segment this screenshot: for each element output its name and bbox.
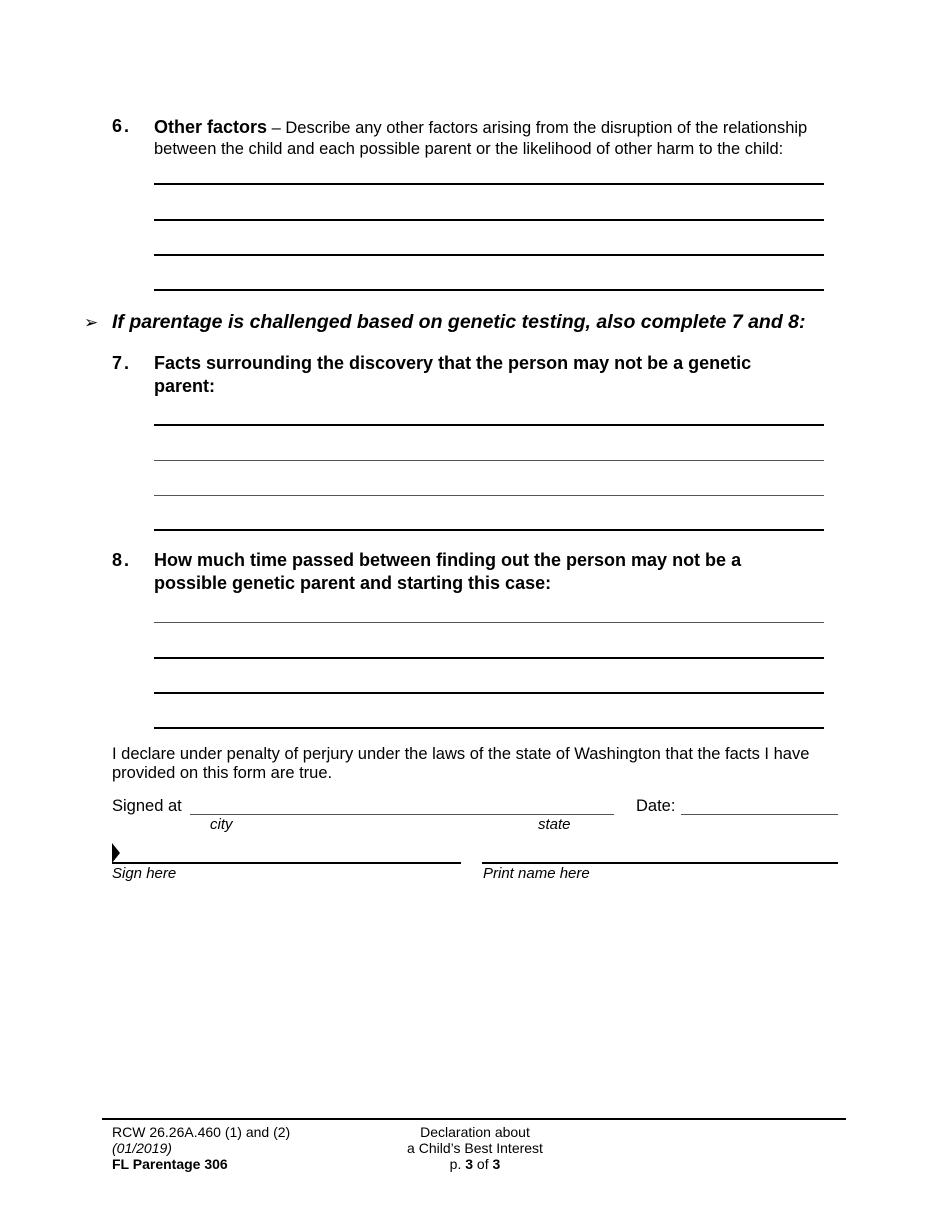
arrow-icon: ➢: [84, 313, 99, 332]
q7-answer-line-3[interactable]: [154, 495, 824, 496]
q6-answer-line-3[interactable]: [154, 254, 824, 256]
q8-answer-line-3[interactable]: [154, 692, 824, 694]
footer-rcw: RCW 26.26A.460 (1) and (2): [112, 1124, 291, 1140]
footer-page-number: [370, 1156, 580, 1172]
page-of: of: [473, 1156, 493, 1172]
signed-at-city-state-field[interactable]: [190, 814, 614, 815]
signature-field[interactable]: [112, 862, 461, 864]
page-current: 3: [465, 1156, 474, 1172]
date-field[interactable]: [681, 814, 838, 815]
page-total: 3: [492, 1156, 501, 1172]
q7-number: 7.: [112, 353, 132, 373]
footer-center: [370, 1124, 580, 1172]
q6-answer-line-4[interactable]: [154, 289, 824, 291]
signed-at-label: Signed at: [112, 797, 182, 815]
footer-title-line2: a Child’s Best Interest: [407, 1140, 543, 1156]
q6-text: [154, 117, 844, 160]
sign-here-label: Sign here: [112, 865, 177, 882]
q6-title: Other factors: [154, 117, 268, 137]
q7-answer-line-4[interactable]: [154, 529, 824, 531]
genetic-testing-instruction: If parentage is challenged based on genetic testing, also complete 7 and 8:: [112, 311, 806, 333]
q6-number: 6.: [112, 116, 132, 136]
state-label: state: [538, 816, 571, 833]
signature-flag-icon: [112, 843, 120, 863]
q8-number: 8.: [112, 550, 132, 570]
print-name-label: Print name here: [483, 865, 590, 882]
q8-answer-line-4[interactable]: [154, 727, 824, 729]
date-label: Date:: [636, 797, 676, 815]
q7-answer-line-2[interactable]: [154, 460, 824, 461]
footer-left: [112, 1124, 290, 1172]
q6-description: – Describe any other factors arising from the disruption of the relationship between the child and each possible parent or the likelihood of other harm to the child:: [154, 119, 808, 158]
q8-answer-line-2[interactable]: [154, 657, 824, 659]
q7-answer-line-1[interactable]: [154, 424, 824, 426]
footer-form-id: FL Parentage 306: [112, 1156, 228, 1172]
q6-answer-line-1[interactable]: [154, 183, 824, 185]
q6-answer-line-2[interactable]: [154, 219, 824, 221]
q7-text: Facts surrounding the discovery that the person may not be a genetic parent:: [154, 353, 752, 396]
print-name-field[interactable]: [482, 862, 838, 864]
declaration-text: I declare under penalty of perjury under the laws of the state of Washington that the facts I have provided on this form are true.: [112, 745, 810, 782]
q8-answer-line-1[interactable]: [154, 622, 824, 623]
footer-title-line1: Declaration about: [420, 1124, 530, 1140]
q8-text: How much time passed between finding out the person may not be a possible genetic parent and starting this case:: [154, 550, 742, 593]
footer-date-code: (01/2019): [112, 1140, 172, 1156]
page-prefix: p.: [449, 1156, 466, 1172]
city-label: city: [210, 816, 233, 833]
footer-divider: [102, 1118, 846, 1120]
